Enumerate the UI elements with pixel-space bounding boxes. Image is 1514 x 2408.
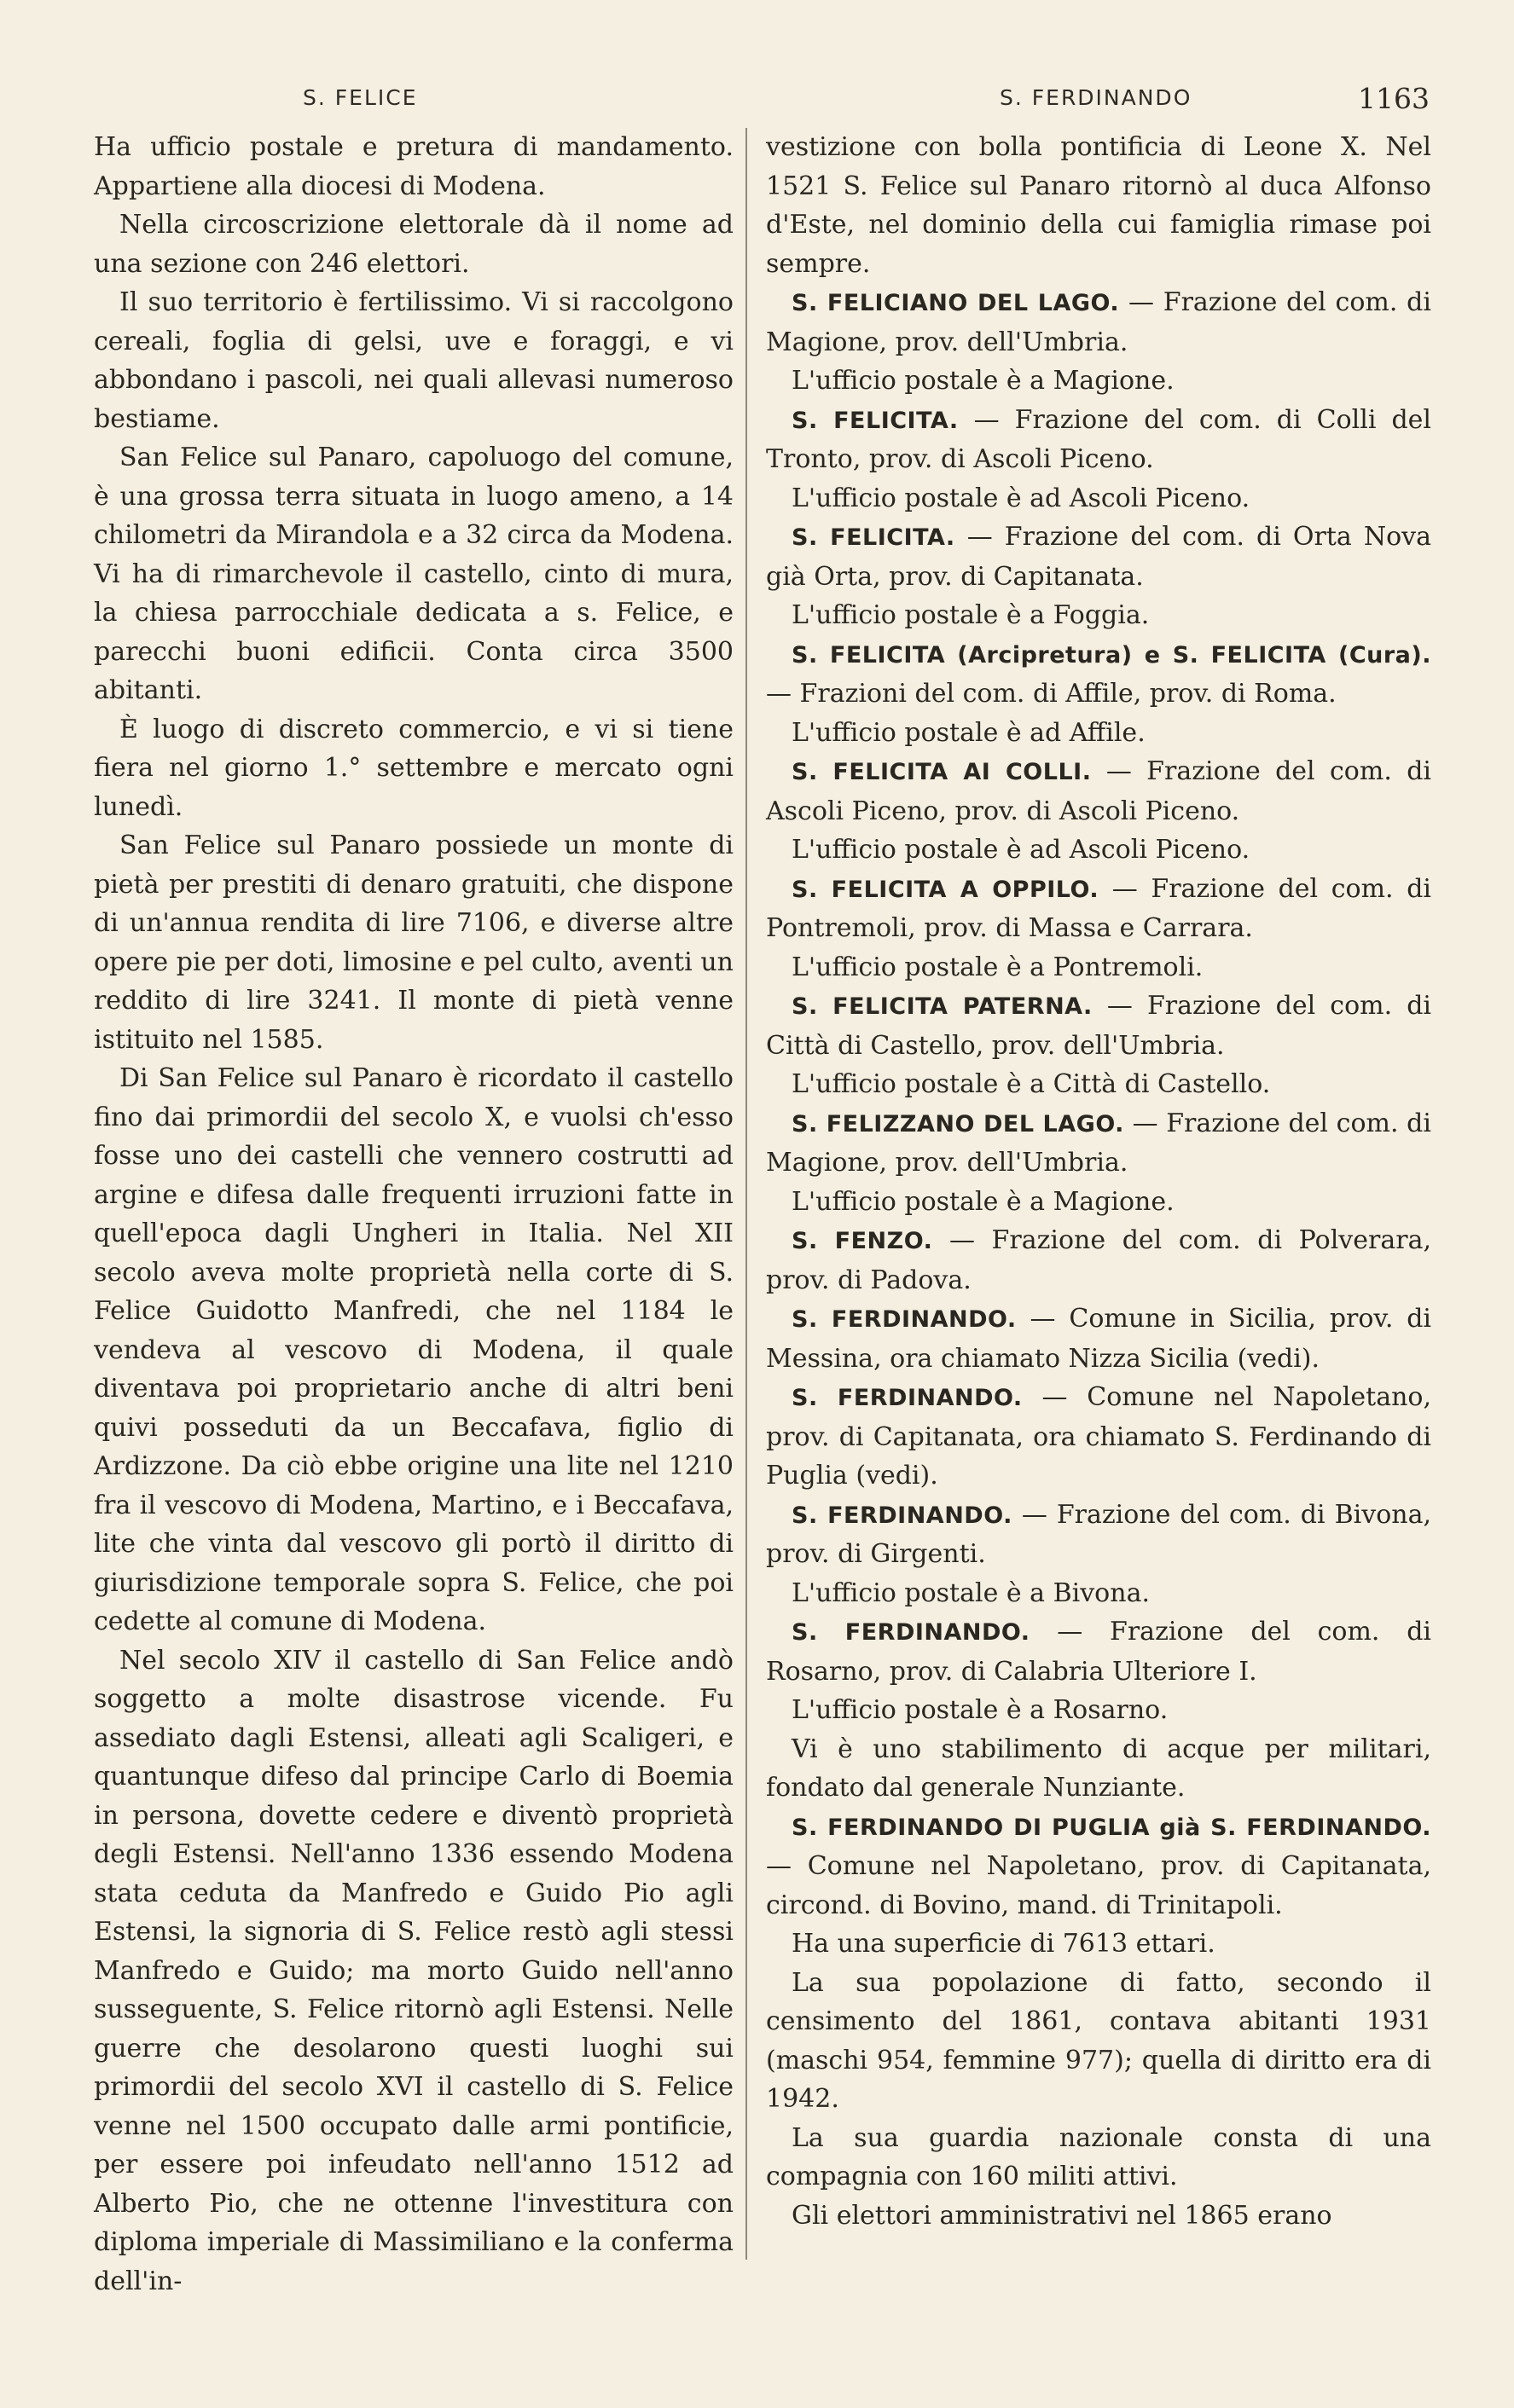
entry-text: — Frazioni del com. di Affile, prov. di Roma.	[766, 679, 1337, 709]
paragraph: San Felice sul Panaro possiede un monte di pietà per prestiti di denaro gratuiti, che dispone di un'annua rendita di lire 7106, e diverse altre opere pie per doti, limosine e pel culto, aventi un reddito di lire 3241. Il monte di pietà venne istituito nel 1585.	[94, 831, 734, 1055]
paragraph: Il suo territorio è fertilissimo. Vi si raccolgono cereali, foglia di gelsi, uve e foraggi, e vi abbondano i pascoli, nei quali allevasi numeroso bestiame.	[94, 287, 734, 434]
entry-text: — Frazione del com. di Magione, prov. dell'Umbria.	[766, 287, 1431, 357]
entry-text: — Frazione del com. di Bivona, prov. di Girgenti.	[766, 1499, 1432, 1569]
gazetteer-entry	[766, 752, 1431, 831]
entry-text: — Frazione del com. di Rosarno, prov. di Calabria Ulteriore I.	[766, 1617, 1431, 1687]
gazetteer-entry	[766, 1104, 1431, 1183]
entry-heading: S. FELICITA A OPPILO.	[792, 876, 1099, 903]
paragraph: L'ufficio postale è ad Ascoli Piceno.	[792, 835, 1250, 865]
entry-text: — Frazione del com. di Polverara, prov. di Padova.	[766, 1225, 1432, 1295]
paragraph: Ha ufficio postale e pretura di mandamento. Appartiene alla diocesi di Modena.	[94, 132, 734, 201]
gazetteer-entry	[766, 987, 1431, 1065]
paragraph: L'ufficio postale è a Magione.	[792, 366, 1175, 396]
paragraph: È luogo di discreto commercio, e vi si tiene fiera nel giorno 1.° settembre e mercato ogni lunedì.	[94, 714, 734, 822]
paragraph: Nella circoscrizione elettorale dà il nome ad una sezione con 246 elettori.	[94, 210, 734, 279]
paragraph: Gli elettori amministrativi nel 1865 erano	[792, 2200, 1332, 2231]
paragraph: L'ufficio postale è a Pontremoli.	[792, 952, 1204, 982]
page-number: 1163	[1358, 82, 1430, 115]
paragraph: vestizione con bolla pontificia di Leone X. Nel 1521 S. Felice sul Panaro ritornò al duca Alfonso d'Este, nel dominio della cui famiglia rimase poi sempre.	[766, 132, 1431, 279]
paragraph: Nel secolo XIV il castello di San Felice andò soggetto a molte disastrose vicende. Fu assediato dagli Estensi, alleati agli Scaligeri, e quantunque difeso dal principe Carlo di Boemia in persona, dovette cedere e diventò proprietà degli Estensi. Nell'anno 1336 essendo Modena stata ceduta da Manfredo e Guido Pio agli Estensi, la signoria di S. Felice restò agli stessi Manfredo e Guido; ma morto Guido nell'anno susseguente, S. Felice ritornò agli Estensi. Nelle guerre che desolarono questi luoghi sui primordii del secolo XVI il castello di S. Felice venne nel 1500 occupato dalle armi pontificie, per essere poi infeudato nell'anno 1512 ad Alberto Pio, che ne ottenne l'investitura con diploma imperiale di Massimiliano e la conferma dell'in-	[94, 1645, 734, 2296]
column-divider	[745, 128, 747, 2260]
paragraph: L'ufficio postale è a Magione.	[792, 1186, 1175, 1217]
entry-heading: S. FERDINANDO DI PUGLIA già S. FERDINANDO.	[792, 1814, 1431, 1841]
running-head-right: S. FERDINANDO	[1000, 85, 1192, 110]
paragraph: Di San Felice sul Panaro è ricordato il castello fino dai primordii del secolo X, e vuolsi ch'esso fosse uno dei castelli che vennero costrutti ad argine e difesa dalle frequenti irruzioni fatte in quell'epoca dagli Ungheri in Italia. Nel XII secolo aveva molte proprietà nella corte di S. Felice Guidotto Manfredi, che nel 1184 le vendeva al vescovo di Modena, il quale diventava poi proprietario anche di altri beni quivi posseduti da un Beccafava, figlio di Ardizzone. Da ciò ebbe origine una lite nel 1210 fra il vescovo di Modena, Martino, e i Beccafava, lite che vinta dal vescovo gli portò il diritto di giurisdizione temporale sopra S. Felice, che poi cedette al comune di Modena.	[94, 1063, 734, 1636]
entry-text: — Comune nel Napoletano, prov. di Capitanata, circond. di Bovino, mand. di Trinitapoli.	[766, 1851, 1431, 1920]
left-column	[94, 128, 734, 2301]
paragraph: L'ufficio postale è a Foggia.	[792, 600, 1150, 630]
entry-text: — Frazione del com. di Magione, prov. dell'Umbria.	[766, 1108, 1431, 1178]
paragraph: L'ufficio postale è a Città di Castello.	[792, 1069, 1271, 1099]
entry-text: — Frazione del com. di Colli del Tronto, prov. di Ascoli Piceno.	[766, 404, 1432, 474]
paragraph: La sua guardia nazionale consta di una compagnia con 160 militi attivi.	[766, 2122, 1431, 2191]
gazetteer-entry	[766, 401, 1431, 479]
paragraph: Ha una superficie di 7613 ettari.	[792, 1929, 1215, 1959]
right-column	[766, 128, 1431, 2235]
entry-text: — Comune in Sicilia, prov. di Messina, ora chiamato Nizza Sicilia (vedi).	[766, 1304, 1431, 1374]
entry-heading: S. FELICIANO DEL LAGO.	[792, 290, 1120, 316]
entry-heading: S. FENZO.	[792, 1228, 933, 1254]
entry-text: — Frazione del com. di Ascoli Piceno, prov. di Ascoli Piceno.	[766, 756, 1431, 826]
entry-heading: S. FELICITA.	[792, 407, 959, 434]
paragraph: La sua popolazione di fatto, secondo il censimento del 1861, contava abitanti 1931 (maschi 954, femmine 977); quella di diritto era di 1942.	[766, 1967, 1431, 2114]
paragraph: L'ufficio postale è a Rosarno.	[792, 1695, 1169, 1725]
entry-heading: S. FELICITA (Arcipretura) e S. FELICITA (Cura).	[792, 641, 1431, 669]
entry-text: — Comune nel Napoletano, prov. di Capitanata, ora chiamato S. Ferdinando di Puglia (vedi).	[766, 1382, 1431, 1491]
entry-text: — Frazione del com. di Orta Nova già Orta, prov. di Capitanata.	[766, 522, 1431, 592]
gazetteer-entry	[766, 1612, 1431, 1691]
gazetteer-entry	[766, 1496, 1431, 1574]
gazetteer-entry	[766, 518, 1431, 596]
entry-heading: S. FERDINANDO.	[792, 1385, 1023, 1411]
gazetteer-entry	[766, 1221, 1431, 1300]
paragraph: L'ufficio postale è ad Ascoli Piceno.	[792, 483, 1250, 513]
paragraph: Vi è uno stabilimento di acque per militari, fondato dal generale Nunziante.	[766, 1734, 1431, 1803]
entry-heading: S. FERDINANDO.	[792, 1502, 1012, 1529]
entry-heading: S. FELIZZANO DEL LAGO.	[792, 1110, 1124, 1137]
gazetteer-entry	[766, 283, 1431, 362]
running-head-left: S. FELICE	[303, 85, 418, 110]
gazetteer-entry	[766, 1300, 1431, 1378]
gazetteer-entry	[766, 1378, 1431, 1496]
entry-text: — Frazione del com. di Città di Castello, prov. dell'Umbria.	[766, 991, 1431, 1061]
entry-heading: S. FERDINANDO.	[792, 1619, 1030, 1646]
entry-text: — Frazione del com. di Pontremoli, prov. di Massa e Carrara.	[766, 873, 1431, 943]
gazetteer-entry	[766, 870, 1431, 948]
gazetteer-entry	[766, 1808, 1431, 1925]
entry-heading: S. FERDINANDO.	[792, 1306, 1017, 1333]
paragraph: San Felice sul Panaro, capoluogo del comune, è una grossa terra situata in luogo ameno, a 14 chilometri da Mirandola e a 32 circa da Modena. Vi ha di rimarchevole il castello, cinto di mura, la chiesa parrocchiale dedicata a s. Felice, e parecchi buoni edificii. Conta circa 3500 abitanti.	[94, 443, 734, 705]
paragraph: L'ufficio postale è ad Affile.	[792, 717, 1146, 748]
paragraph: L'ufficio postale è a Bivona.	[792, 1577, 1150, 1608]
entry-heading: S. FELICITA PATERNA.	[792, 993, 1093, 1020]
entry-heading: S. FELICITA.	[792, 524, 955, 551]
entry-heading: S. FELICITA AI COLLI.	[792, 759, 1092, 785]
gazetteer-entry	[766, 635, 1431, 714]
